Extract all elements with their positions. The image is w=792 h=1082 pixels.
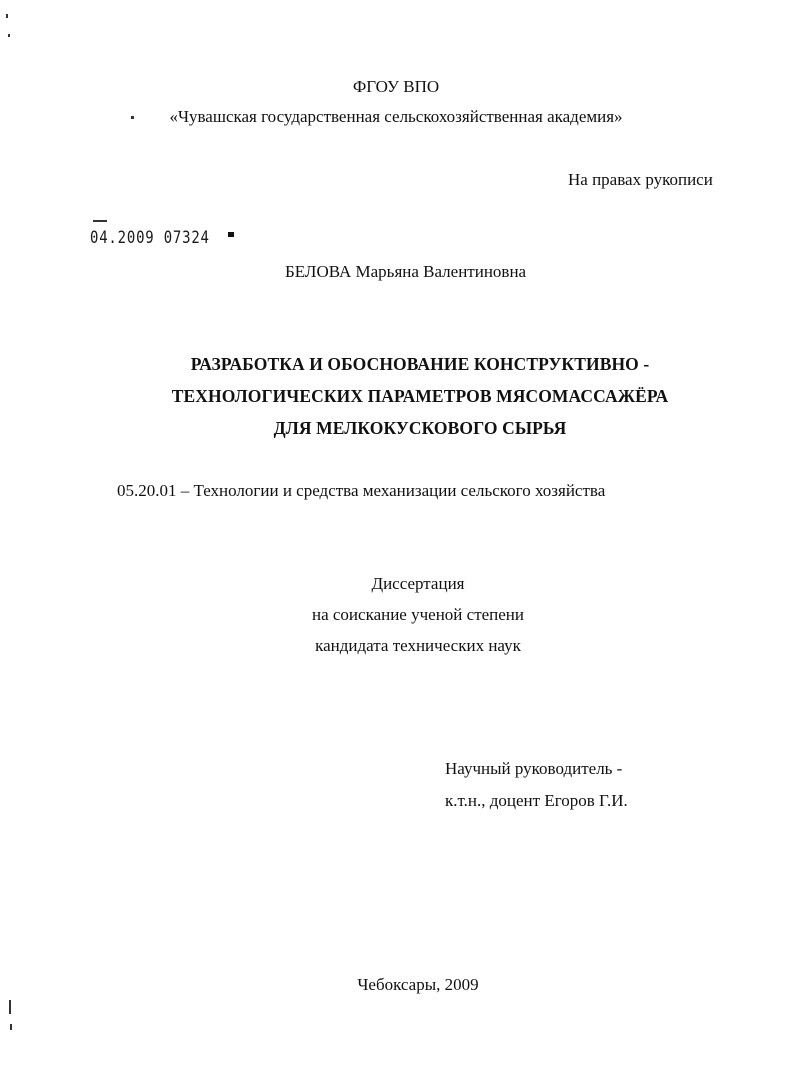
stamp-mark xyxy=(228,232,234,237)
scan-artifact xyxy=(10,1024,12,1030)
dissertation-title-line-1: РАЗРАБОТКА И ОБОСНОВАНИЕ КОНСТРУКТИВНО - xyxy=(190,354,650,374)
rights-note: На правах рукописи xyxy=(568,170,713,189)
stamp-top-mark xyxy=(93,220,107,222)
dissertation-title-line-2: ТЕХНОЛОГИЧЕСКИХ ПАРАМЕТРОВ МЯСОМАССАЖЁРА xyxy=(171,386,669,406)
degree-line-1: Диссертация xyxy=(371,574,465,593)
degree-line-2: на соискание ученой степени xyxy=(311,605,525,624)
scan-artifact xyxy=(8,34,10,37)
degree-line-3: кандидата технических наук xyxy=(315,636,521,655)
place-year: Чебоксары, 2009 xyxy=(357,975,479,994)
scan-artifact xyxy=(9,1000,11,1014)
specialty-code: 05.20.01 – Технологии и средства механизации сельского хозяйства xyxy=(117,481,606,500)
supervisor-label: Научный руководитель - xyxy=(445,759,623,778)
scan-artifact xyxy=(6,14,8,18)
organization-header: ФГОУ ВПО xyxy=(352,77,440,96)
archive-stamp-number: 04.2009 07324 xyxy=(90,228,210,248)
dissertation-title-line-3: ДЛЯ МЕЛКОКУСКОВОГО СЫРЬЯ xyxy=(273,418,567,438)
academy-name: «Чувашская государственная сельскохозяйственная академия» xyxy=(169,107,623,126)
supervisor-name: к.т.н., доцент Егоров Г.И. xyxy=(445,791,628,810)
author-name: БЕЛОВА Марьяна Валентиновна xyxy=(285,262,527,281)
